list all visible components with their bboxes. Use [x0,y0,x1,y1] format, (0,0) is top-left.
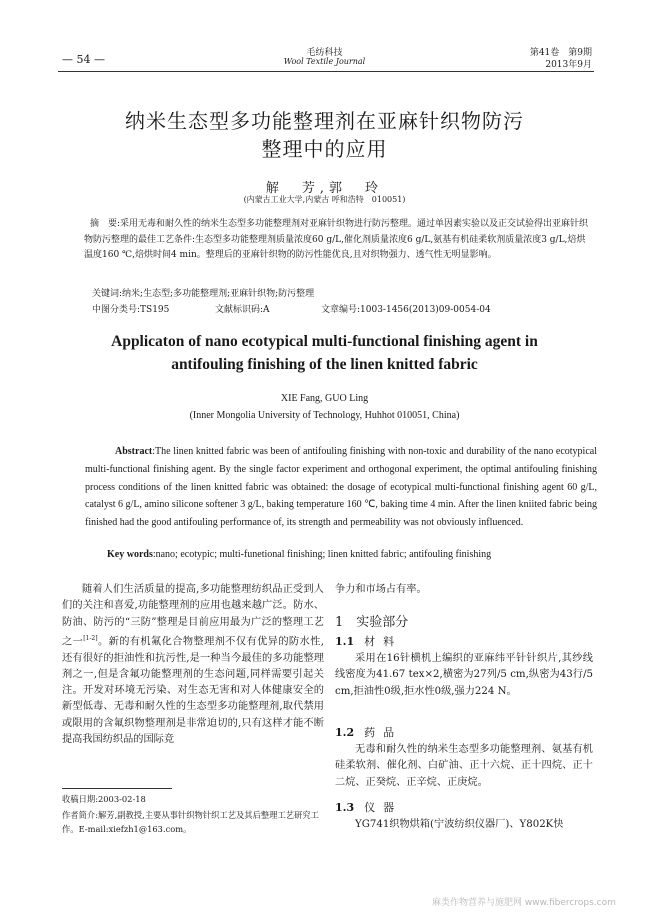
subsection-title: 材料 [364,635,403,648]
affiliation-cn: (内蒙古工业大学,内蒙古 呼和浩特 010051) [243,195,406,204]
abstract-en [85,443,597,532]
page-number: — 54 — [62,53,105,66]
instruments-paragraph: YG741织物烘箱(宁波纺织仪器厂)、Y802K快 [355,819,564,830]
issue-date: 2013年9月 [545,60,592,70]
title-en-line2: antifouling finishing of the linen knitted fabric [171,356,478,373]
authors-en: XIE Fang, GUO Ling [280,393,369,404]
authors-cn: 解 芳,郭 玲 [265,181,384,196]
title-cn-line2: 整理中的应用 [261,137,388,161]
keywords-en [107,549,597,560]
title-cn-line1: 纳米生态型多功能整理剂在亚麻针织物防污 [125,109,524,133]
intro-text-b: 。新的有机氟化合物整理剂不仅有优异的防水性,还有很好的拒油性和抗污性,是一种当今最佳的多功能整理剂之一,但是含氟功能整理剂的生态问题,同样需要引起关注。开发对环境无污染、对生态无害和对人体健康安全的新型低毒、无毒和耐久性的生态型多功能整理剂,取代禁用或限用的含氟织物整理剂是非常迫切的,只有这样才能不断提高我国纺织品的国际竞 [62,636,324,746]
title-en-line1: Applicaton of nano ecotypical multi-functional finishing agent in [111,333,538,350]
subsection-title: 药品 [364,726,403,739]
keywords-cn: 关键词:纳米;生态型;多功能整理剂;亚麻针织物;防污整理 [92,289,315,299]
affiliation-en: (Inner Mongolia University of Technology, Huhhot 010051, China) [189,410,460,421]
watermark: 麻类作物营养与施肥网 www.fibercrops.com [432,898,616,908]
subsection-1-1-heading [335,633,402,649]
subsection-1-2-heading [335,724,402,740]
section-1-heading: 1 实验部分 [335,615,409,630]
clc-number: 中图分类号:TS195 [92,305,170,315]
subsection-1-3-heading [335,799,402,815]
intro-continued: 争力和市场占有率。 [335,584,427,595]
chemicals-paragraph: 无毒和耐久性的纳米生态型多功能整理剂、氨基有机硅柔软剂、催化剂、白矿油、正十六烷、正十四烷、正十二烷、正癸烷、正辛烷、正庚烷。 [335,744,593,788]
footnote-rule [62,788,172,789]
keywords-en-text: :nano; ecotypic; multi-funetional finishing; linen knitted fabric; antifouling finishing [152,549,492,560]
subsection-number: 1.2 [335,726,355,739]
subsection-number: 1.1 [335,635,355,648]
journal-name-cn: 毛纺科技 [306,48,343,58]
citation: [1-2] [83,634,98,642]
abstract-cn: 摘 要:采用无毒和耐久性的纳米生态型多功能整理剂对亚麻针织物进行防污整理。通过单因素实验以及正交试验得出亚麻针织物防污整理的最佳工艺条件:生态型多功能整理剂质量浓度60 g/L,催化剂质量浓度6 g/L,氨基有机硅柔软剂质量浓度3 g/L,焙烘温度160 ℃,焙烘时间4 min。整理后的亚麻针织物的防污性能优良,且对织物强力、透气性无明显影响。 [84,219,589,260]
keywords-en-label: Key words [107,549,153,560]
abstract-en-text: :The linen knitted fabric was been of antifouling finishing with non-toxic and durability of the nano ecotypical multi-functional finishing agent. By the single factor experiment and orthogonal experiment, the optimal antifouling finishing process conditions of the linen knitted fabric was obtained: the dosage of ecotypical multi-functional finishing agent 60 g/L, catalyst 6 g/L, amino silicone softener 3 g/L, baking temperature 160 ℃, baking time 4 min. After the linen kniited fabric being finished had the good antifouling performance of, its strength and permeability was not obviously influenced. [85,446,597,529]
article-number: 文章编号:1003-1456(2013)09-0054-04 [321,305,491,315]
abstract-en-label: Abstract [115,446,153,457]
header-rule [58,71,594,72]
subsection-title: 仪器 [364,801,403,814]
subsection-number: 1.3 [335,801,355,814]
materials-paragraph: 采用在16针横机上编织的亚麻纬平针针织片,其纱线线密度为41.67 tex×2,横密为27列/5 cm,纵密为43行/5 cm,拒油性0级,拒水性0级,强力224 N。 [335,653,593,697]
journal-name-en: Wool Textile Journal [283,57,366,66]
document-code: 文献标识码:A [215,305,270,315]
intro-text-a: 随着人们生活质量的提高,多功能整理纺织品正受到人们的关注和喜爱,功能整理剂的应用也越来越广泛。防水、防油、防污的“三防”整理是目前应用最为广泛的整理工艺之一 [62,584,324,648]
author-bio: 作者简介:解芳,副教授,主要从事针织物针织工艺及其后整理工艺研究工作。E-mail:xiefzh1@163.com。 [62,810,319,834]
received-date: 收稿日期:2003-02-18 [62,794,146,804]
intro-paragraph [62,582,324,748]
volume-issue: 第41卷 第9期 [529,48,592,58]
